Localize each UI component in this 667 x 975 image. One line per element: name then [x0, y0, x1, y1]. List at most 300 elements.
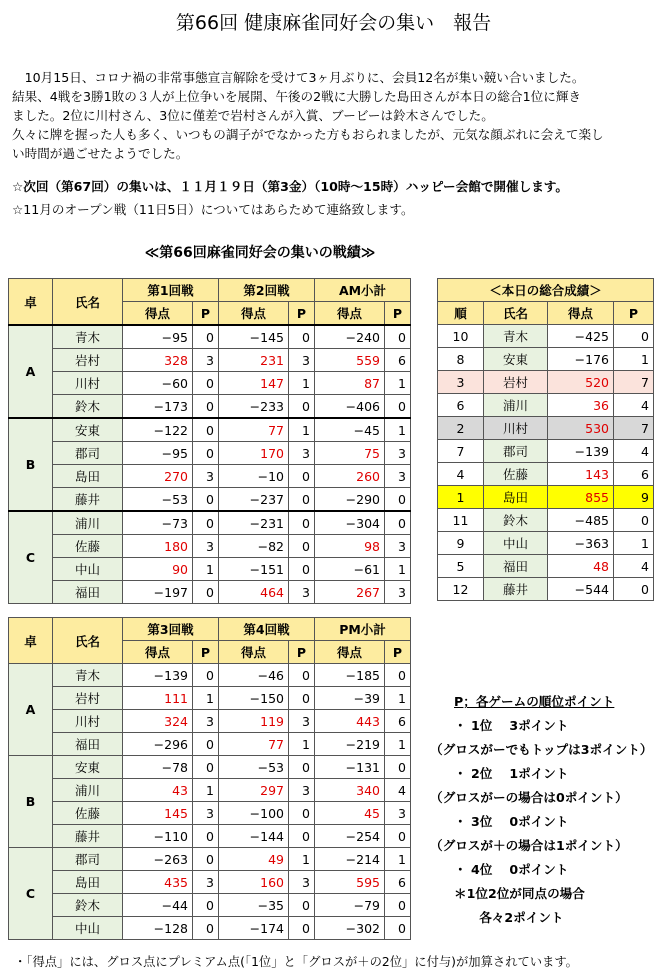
points-cell: 1 [385, 558, 411, 581]
player-name: 佐藤 [53, 802, 123, 825]
points-cell: 0 [385, 395, 411, 419]
score-cell: −53 [219, 756, 289, 779]
score-cell: 48 [548, 555, 614, 578]
points-cell: 3 [289, 349, 315, 372]
col-score: 得点 [219, 641, 289, 664]
score-cell: −73 [123, 511, 193, 535]
points-cell: 0 [289, 687, 315, 710]
rank-cell: 5 [438, 555, 484, 578]
table-row [9, 710, 411, 733]
points-cell: 0 [289, 535, 315, 558]
points-cell: 1 [385, 687, 411, 710]
points-cell: 0 [385, 325, 411, 349]
player-name: 島田 [53, 871, 123, 894]
score-cell: −197 [123, 581, 193, 604]
score-cell: 77 [219, 418, 289, 442]
score-cell: 340 [315, 779, 385, 802]
col-score: 得点 [315, 302, 385, 326]
legend-line: ・ 3位 0ポイント [454, 814, 569, 829]
table-row [9, 848, 411, 871]
points-cell: 1 [614, 348, 654, 371]
points-cell: 1 [289, 372, 315, 395]
ranking-title: ＜本日の総合成績＞ [438, 279, 654, 302]
score-cell: 45 [315, 802, 385, 825]
points-cell: 6 [614, 463, 654, 486]
points-cell: 4 [385, 779, 411, 802]
table-group-label: A [9, 664, 53, 756]
rank-cell: 8 [438, 348, 484, 371]
score-cell: 464 [219, 581, 289, 604]
col-name: 氏名 [484, 302, 548, 325]
col-points: P [385, 302, 411, 326]
score-cell: −61 [315, 558, 385, 581]
table-row [9, 349, 411, 372]
rank-cell: 4 [438, 463, 484, 486]
score-cell: 443 [315, 710, 385, 733]
points-cell: 4 [614, 555, 654, 578]
rank-cell: 11 [438, 509, 484, 532]
points-cell: 0 [385, 917, 411, 940]
table-group-label: B [9, 418, 53, 511]
points-cell: 0 [614, 509, 654, 532]
col-score: 得点 [548, 302, 614, 325]
player-name: 川村 [484, 417, 548, 440]
points-cell: 0 [385, 756, 411, 779]
table-row [9, 418, 411, 442]
points-cell: 0 [289, 825, 315, 848]
points-cell: 3 [385, 535, 411, 558]
points-cell: 4 [614, 394, 654, 417]
score-cell: 145 [123, 802, 193, 825]
player-name: 青木 [53, 325, 123, 349]
points-cell: 3 [289, 442, 315, 465]
points-cell: 0 [193, 733, 219, 756]
table-row [9, 442, 411, 465]
rank-cell: 12 [438, 578, 484, 601]
table-row [9, 802, 411, 825]
score-cell: 98 [315, 535, 385, 558]
score-cell: −237 [219, 488, 289, 512]
next-meeting-notice: ☆次回（第67回）の集いは、１１月１９日（第3金）（10時～15時）ハッピー会館で開催します。 [12, 179, 568, 194]
table-row [438, 394, 654, 417]
col-game-a: 第1回戦 [123, 279, 219, 302]
table-row [9, 465, 411, 488]
table-row [9, 687, 411, 710]
points-cell: 0 [193, 442, 219, 465]
intro-line: 久々に牌を握った人も多く、いつもの調子がでなかった方もおられましたが、元気な顔ぶれに会えて楽し [12, 127, 604, 142]
points-cell: 1 [289, 733, 315, 756]
table-row [438, 440, 654, 463]
points-cell: 0 [289, 756, 315, 779]
score-cell: −302 [315, 917, 385, 940]
points-cell: 3 [193, 871, 219, 894]
legend-line: ＊1位2位が同点の場合 [454, 886, 585, 901]
score-cell: 530 [548, 417, 614, 440]
points-cell: 3 [289, 779, 315, 802]
page-title: 第66回 健康麻雀同好会の集い 報告 [175, 12, 492, 34]
score-cell: −44 [123, 894, 193, 917]
score-cell: −139 [548, 440, 614, 463]
score-cell: −363 [548, 532, 614, 555]
score-cell: 231 [219, 349, 289, 372]
score-cell: −425 [548, 325, 614, 348]
col-name: 氏名 [53, 279, 123, 326]
table-group-label: A [9, 325, 53, 418]
legend-line: ・ 2位 1ポイント [454, 766, 569, 781]
col-score: 得点 [123, 302, 193, 326]
points-cell: 1 [385, 733, 411, 756]
score-cell: 180 [123, 535, 193, 558]
points-cell: 1 [289, 418, 315, 442]
table-row [9, 756, 411, 779]
points-cell: 3 [193, 710, 219, 733]
rank-cell: 7 [438, 440, 484, 463]
table-row [9, 871, 411, 894]
player-name: 青木 [53, 664, 123, 687]
points-cell: 0 [614, 578, 654, 601]
score-cell: 143 [548, 463, 614, 486]
player-name: 岩村 [53, 687, 123, 710]
points-cell: 3 [385, 442, 411, 465]
points-cell: 0 [193, 372, 219, 395]
player-name: 福田 [53, 581, 123, 604]
points-cell: 1 [193, 779, 219, 802]
points-cell: 0 [614, 325, 654, 348]
legend-line: 各々2ポイント [454, 910, 564, 925]
table-row [9, 917, 411, 940]
score-cell: −145 [219, 325, 289, 349]
rank-cell: 2 [438, 417, 484, 440]
points-cell: 3 [289, 581, 315, 604]
table-group-label: C [9, 511, 53, 604]
table-row [9, 535, 411, 558]
player-name: 浦川 [53, 511, 123, 535]
player-name: 川村 [53, 710, 123, 733]
score-cell: −35 [219, 894, 289, 917]
table-row [438, 417, 654, 440]
points-cell: 0 [289, 802, 315, 825]
col-game-b: 第4回戦 [219, 618, 315, 641]
points-cell: 0 [193, 488, 219, 512]
score-cell: −185 [315, 664, 385, 687]
col-rank: 順 [438, 302, 484, 325]
col-points: P [385, 641, 411, 664]
points-cell: 0 [193, 664, 219, 687]
col-table: 卓 [9, 618, 53, 664]
points-cell: 0 [193, 756, 219, 779]
points-cell: 0 [193, 848, 219, 871]
score-cell: 75 [315, 442, 385, 465]
player-name: 福田 [53, 733, 123, 756]
col-score: 得点 [123, 641, 193, 664]
score-cell: −110 [123, 825, 193, 848]
player-name: 鈴木 [53, 395, 123, 419]
score-cell: 260 [315, 465, 385, 488]
points-cell: 0 [289, 325, 315, 349]
points-cell: 3 [193, 535, 219, 558]
table-row [9, 558, 411, 581]
points-cell: 0 [385, 825, 411, 848]
score-cell: 36 [548, 394, 614, 417]
points-cell: 7 [614, 417, 654, 440]
score-cell: −485 [548, 509, 614, 532]
table-row [438, 532, 654, 555]
score-cell: −304 [315, 511, 385, 535]
rank-cell: 9 [438, 532, 484, 555]
col-table: 卓 [9, 279, 53, 326]
points-cell: 0 [289, 488, 315, 512]
legend-line: （グロスがーでもトップは3ポイント） [430, 742, 653, 757]
points-cell: 3 [385, 802, 411, 825]
score-cell: 160 [219, 871, 289, 894]
points-cell: 1 [385, 418, 411, 442]
points-cell: 0 [193, 825, 219, 848]
score-cell: 43 [123, 779, 193, 802]
player-name: 浦川 [484, 394, 548, 417]
points-cell: 0 [193, 581, 219, 604]
points-cell: 6 [385, 349, 411, 372]
score-cell: −231 [219, 511, 289, 535]
score-cell: 435 [123, 871, 193, 894]
points-cell: 0 [385, 488, 411, 512]
player-name: 佐藤 [484, 463, 548, 486]
legend-title: P；各ゲームの順位ポイント [454, 694, 615, 709]
col-points: P [193, 302, 219, 326]
points-cell: 1 [385, 848, 411, 871]
score-cell: −78 [123, 756, 193, 779]
table-row [438, 555, 654, 578]
points-legend [424, 690, 664, 930]
score-cell: 119 [219, 710, 289, 733]
score-cell: −60 [123, 372, 193, 395]
table-row [9, 894, 411, 917]
score-cell: −176 [548, 348, 614, 371]
points-cell: 3 [193, 349, 219, 372]
table-row [438, 486, 654, 509]
score-cell: 87 [315, 372, 385, 395]
score-cell: 855 [548, 486, 614, 509]
score-cell: −214 [315, 848, 385, 871]
points-cell: 0 [289, 465, 315, 488]
score-cell: −173 [123, 395, 193, 419]
points-cell: 3 [193, 465, 219, 488]
score-cell: −263 [123, 848, 193, 871]
table-row [438, 325, 654, 348]
player-name: 福田 [484, 555, 548, 578]
col-subtotal: PM小計 [315, 618, 411, 641]
score-cell: −45 [315, 418, 385, 442]
points-cell: 0 [193, 894, 219, 917]
player-name: 岩村 [484, 371, 548, 394]
player-name: 郡司 [53, 442, 123, 465]
points-cell: 0 [193, 325, 219, 349]
player-name: 鈴木 [53, 894, 123, 917]
rank-cell: 10 [438, 325, 484, 348]
intro-line: 結果、4戦を3勝1敗の３人が上位争いを展開、午後の2戦に大勝した島田さんが本日の総合1位に輝き [12, 89, 582, 104]
score-cell: −151 [219, 558, 289, 581]
points-cell: 3 [289, 710, 315, 733]
legend-line: （グロスが＋の場合は1ポイント） [430, 838, 628, 853]
table-row [438, 348, 654, 371]
points-cell: 0 [289, 558, 315, 581]
score-cell: 324 [123, 710, 193, 733]
points-cell: 0 [289, 664, 315, 687]
score-cell: −131 [315, 756, 385, 779]
player-name: 島田 [484, 486, 548, 509]
score-cell: −95 [123, 442, 193, 465]
table-row [438, 509, 654, 532]
points-cell: 0 [289, 395, 315, 419]
score-cell: −406 [315, 395, 385, 419]
legend-line: ・ 4位 0ポイント [454, 862, 569, 877]
score-cell: 595 [315, 871, 385, 894]
score-cell: −79 [315, 894, 385, 917]
score-cell: −95 [123, 325, 193, 349]
score-cell: 520 [548, 371, 614, 394]
section-title: ≪第66回麻雀同好会の集いの戦績≫ [144, 245, 376, 261]
col-score: 得点 [315, 641, 385, 664]
table-row [9, 581, 411, 604]
table-group-label: C [9, 848, 53, 940]
col-name: 氏名 [53, 618, 123, 664]
player-name: 川村 [53, 372, 123, 395]
score-cell: −46 [219, 664, 289, 687]
points-cell: 1 [289, 848, 315, 871]
table-row [438, 463, 654, 486]
intro-text [12, 68, 657, 163]
table-row [9, 825, 411, 848]
player-name: 浦川 [53, 779, 123, 802]
rank-cell: 3 [438, 371, 484, 394]
player-name: 藤井 [484, 578, 548, 601]
score-cell: −53 [123, 488, 193, 512]
player-name: 島田 [53, 465, 123, 488]
score-cell: −233 [219, 395, 289, 419]
score-cell: −296 [123, 733, 193, 756]
table-row [438, 578, 654, 601]
score-cell: −100 [219, 802, 289, 825]
score-cell: −82 [219, 535, 289, 558]
score-cell: −290 [315, 488, 385, 512]
score-cell: 297 [219, 779, 289, 802]
score-cell: −174 [219, 917, 289, 940]
player-name: 中山 [484, 532, 548, 555]
score-cell: −219 [315, 733, 385, 756]
points-cell: 1 [193, 687, 219, 710]
points-cell: 1 [385, 372, 411, 395]
points-cell: 0 [385, 894, 411, 917]
legend-line: （グロスがーの場合は0ポイント） [430, 790, 628, 805]
points-cell: 3 [289, 871, 315, 894]
score-cell: 267 [315, 581, 385, 604]
points-cell: 3 [385, 465, 411, 488]
score-cell: 328 [123, 349, 193, 372]
table-row [9, 733, 411, 756]
table-row [9, 488, 411, 512]
points-cell: 7 [614, 371, 654, 394]
player-name: 中山 [53, 558, 123, 581]
player-name: 鈴木 [484, 509, 548, 532]
score-cell: 111 [123, 687, 193, 710]
table-row [9, 664, 411, 687]
table-row [9, 395, 411, 419]
ranking-table [437, 278, 654, 601]
player-name: 郡司 [484, 440, 548, 463]
score-cell: 90 [123, 558, 193, 581]
score-cell: 270 [123, 465, 193, 488]
score-cell: −240 [315, 325, 385, 349]
open-game-notice: ☆11月のオープン戦（11日5日）についてはあらためて連絡致します。 [12, 202, 414, 217]
points-cell: 0 [289, 511, 315, 535]
score-cell: 170 [219, 442, 289, 465]
score-cell: −10 [219, 465, 289, 488]
score-cell: −544 [548, 578, 614, 601]
points-cell: 0 [385, 664, 411, 687]
col-points: P [289, 302, 315, 326]
rank-cell: 1 [438, 486, 484, 509]
col-subtotal: AM小計 [315, 279, 411, 302]
points-cell: 9 [614, 486, 654, 509]
score-cell: −254 [315, 825, 385, 848]
col-points: P [193, 641, 219, 664]
intro-line: ました。2位に川村さん、3位に僅差で岩村さんが入賞、ブービーは鈴木さんでした。 [12, 108, 494, 123]
intro-line: い時間が過ごせたようでした。 [12, 146, 189, 161]
score-cell: 147 [219, 372, 289, 395]
points-cell: 1 [614, 532, 654, 555]
points-cell: 6 [385, 710, 411, 733]
col-score: 得点 [219, 302, 289, 326]
points-cell: 0 [193, 418, 219, 442]
points-cell: 3 [193, 802, 219, 825]
col-points: P [614, 302, 654, 325]
player-name: 安東 [53, 756, 123, 779]
legend-line: ・ 1位 3ポイント [454, 718, 569, 733]
rank-cell: 6 [438, 394, 484, 417]
table-row [438, 371, 654, 394]
score-cell: 559 [315, 349, 385, 372]
points-cell: 6 [385, 871, 411, 894]
points-cell: 4 [614, 440, 654, 463]
score-cell: −122 [123, 418, 193, 442]
am-results-table [8, 278, 411, 604]
table-row [9, 511, 411, 535]
score-cell: 49 [219, 848, 289, 871]
player-name: 青木 [484, 325, 548, 348]
points-cell: 3 [385, 581, 411, 604]
intro-line: 10月15日、コロナ禍の非常事態宣言解除を受けて3ヶ月ぶりに、会員12名が集い競い合いました。 [12, 70, 585, 85]
table-row [9, 779, 411, 802]
points-cell: 0 [385, 511, 411, 535]
points-cell: 0 [193, 395, 219, 419]
points-cell: 0 [193, 511, 219, 535]
score-cell: −150 [219, 687, 289, 710]
points-cell: 0 [193, 917, 219, 940]
col-points: P [289, 641, 315, 664]
player-name: 郡司 [53, 848, 123, 871]
table-row [9, 325, 411, 349]
points-cell: 0 [289, 917, 315, 940]
points-cell: 1 [193, 558, 219, 581]
score-cell: −139 [123, 664, 193, 687]
player-name: 藤井 [53, 825, 123, 848]
player-name: 岩村 [53, 349, 123, 372]
pm-results-table [8, 617, 411, 940]
footer-note: ・「得点」には、グロス点にプレミアム点(「1位」と「グロスが＋の2位」に付与)が加算されています。 [14, 955, 578, 969]
player-name: 藤井 [53, 488, 123, 512]
col-game-b: 第2回戦 [219, 279, 315, 302]
player-name: 安東 [53, 418, 123, 442]
score-cell: 77 [219, 733, 289, 756]
